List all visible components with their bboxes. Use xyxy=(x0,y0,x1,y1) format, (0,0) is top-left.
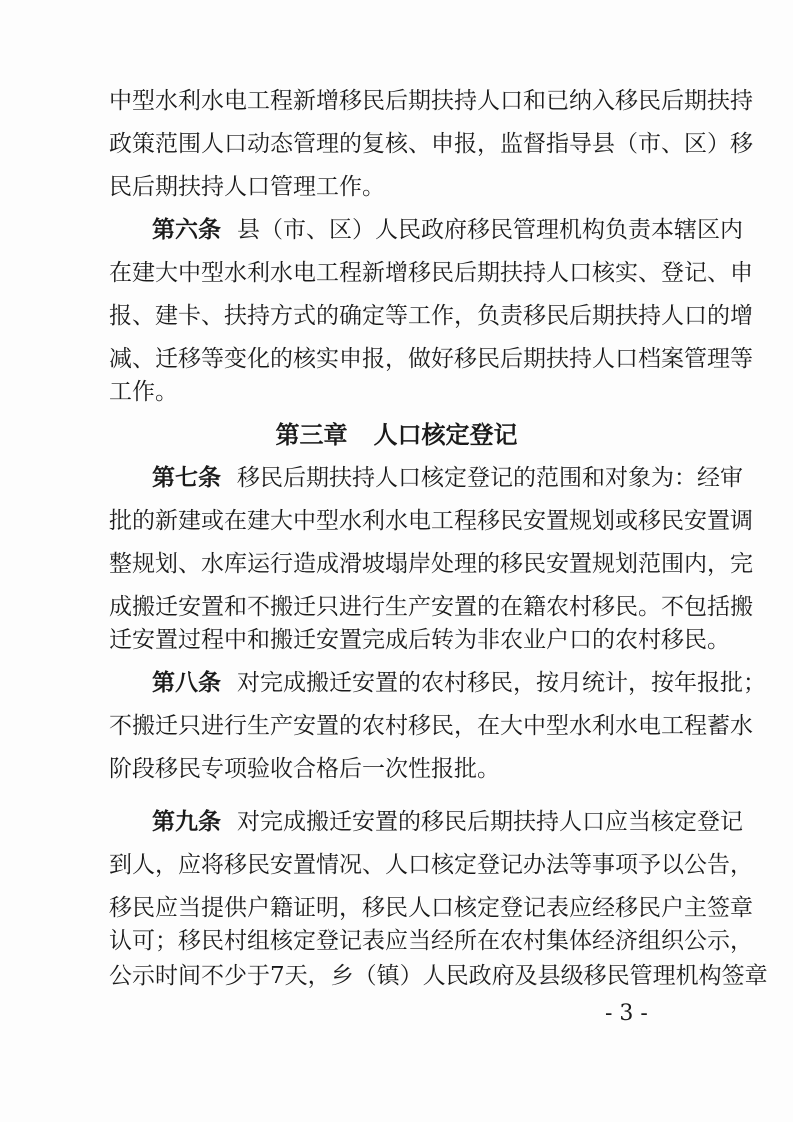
article-8-label: 第八条 xyxy=(152,670,221,696)
text-line: 阶段移民专项验收合格后一次性报批。 xyxy=(109,756,500,782)
article-9-first-line xyxy=(152,807,743,837)
text-line: 报、建卡、扶持方式的确定等工作，负责移民后期扶持人口的增 xyxy=(109,303,753,329)
text-line: 工作。 xyxy=(109,379,178,405)
text-line: 批的新建或在建大中型水利水电工程移民安置规划或移民安置调 xyxy=(109,508,753,534)
text-line: 政策范围人口动态管理的复核、申报，监督指导县（市、区）移 xyxy=(109,131,753,157)
article-9-label: 第九条 xyxy=(152,809,221,835)
text-line: 民后期扶持人口管理工作。 xyxy=(109,174,385,200)
chapter-heading xyxy=(0,420,793,450)
page-number: - 3 - xyxy=(605,1001,648,1026)
text-line: 移民应当提供户籍证明，移民人口核定登记表应经移民户主签章 xyxy=(109,895,753,921)
article-7-text: 移民后期扶持人口核定登记的范围和对象为：经审 xyxy=(237,465,743,491)
chapter-title: 人口核定登记 xyxy=(373,421,518,449)
text-line: 成搬迁安置和不搬迁只进行生产安置的在籍农村移民。不包括搬 xyxy=(109,594,753,620)
text-line: 到人，应将移民安置情况、人口核定登记办法等事项予以公告， xyxy=(109,852,753,878)
text-line: 减、迁移等变化的核实申报，做好移民后期扶持人口档案管理等 xyxy=(109,346,753,372)
text-line: 迁安置过程中和搬迁安置完成后转为非农业户口的农村移民。 xyxy=(109,627,730,653)
article-8-text: 对完成搬迁安置的农村移民，按月统计，按年报批； xyxy=(237,670,766,696)
text-line: 公示时间不少于7天，乡（镇）人民政府及县级移民管理机构签章 xyxy=(109,963,768,989)
text-line: 整规划、水库运行造成滑坡塌岸处理的移民安置规划范围内，完 xyxy=(109,551,753,577)
article-8-first-line xyxy=(152,668,766,698)
text-line: 在建大中型水利水电工程新增移民后期扶持人口核实、登记、申 xyxy=(109,260,753,286)
text-line: 不搬迁只进行生产安置的农村移民，在大中型水利水电工程蓄水 xyxy=(109,713,753,739)
article-6-label: 第六条 xyxy=(152,217,221,243)
article-7-label: 第七条 xyxy=(152,465,221,491)
text-line: 认可；移民村组核定登记表应当经所在农村集体经济组织公示， xyxy=(109,928,753,954)
article-6-text: 县（市、区）人民政府移民管理机构负责本辖区内 xyxy=(237,217,743,243)
article-6-first-line xyxy=(152,215,743,245)
article-7-first-line xyxy=(152,463,743,493)
chapter-number: 第三章 xyxy=(275,421,348,449)
text-line: 中型水利水电工程新增移民后期扶持人口和已纳入移民后期扶持 xyxy=(109,88,753,114)
article-9-text: 对完成搬迁安置的移民后期扶持人口应当核定登记 xyxy=(237,809,743,835)
